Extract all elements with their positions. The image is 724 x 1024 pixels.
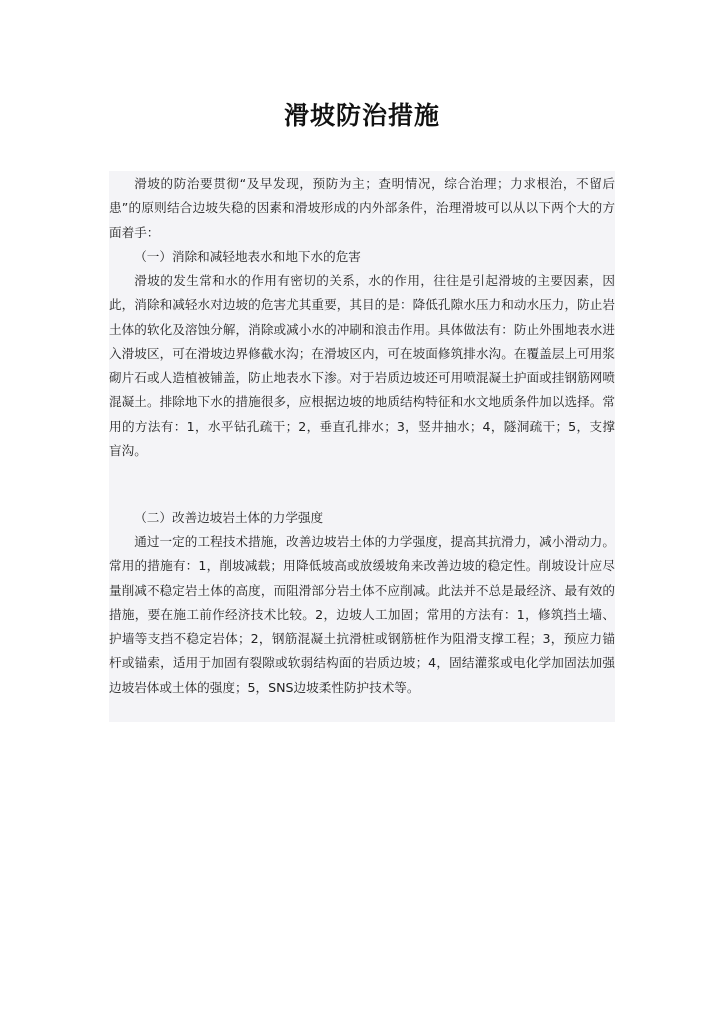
- body-text-block: [109, 171, 615, 722]
- page-title: 滑坡防治措施: [283, 101, 440, 130]
- section-heading-2: （二）改善边坡岩土体的力学强度: [134, 510, 324, 525]
- section-2-paragraph: 通过一定的工程技术措施，改善边坡岩土体的力学强度，提高其抗滑力，减小滑动力。常用的措施有：1，削坡减载；用降低坡高或放缓坡角来改善边坡的稳定性。削坡设计应尽量削减不稳定岩土体的高度，而阻滑部分岩土体不应削减。此法并不总是最经济、最有效的措施，要在施工前作经济技术比较。2，边坡人工加固；常用的方法有：1，修筑挡土墙、护墙等支挡不稳定岩体；2，钢筋混凝土抗滑桩或钢筋桩作为阻滑支撑工程；3，预应力锚杆或锚索，适用于加固有裂隙或软弱结构面的岩质边坡；4，固结灌浆或电化学加固法加强边坡岩体或土体的强度；5，SNS边坡柔性防护技术等。: [109, 534, 615, 695]
- section-1-paragraph: 滑坡的发生常和水的作用有密切的关系，水的作用，往往是引起滑坡的主要因素，因此，消除和减轻水对边坡的危害尤其重要，其目的是：降低孔隙水压力和动水压力，防止岩土体的软化及溶蚀分解，消除或减小水的冲刷和浪击作用。具体做法有：防止外围地表水进入滑坡区，可在滑坡边界修截水沟；在滑坡区内，可在坡面修筑排水沟。在覆盖层上可用浆砌片石或人造植被铺盖，防止地表水下渗。对于岩质边坡还可用喷混凝土护面或挂钢筋网喷混凝土。排除地下水的措施很多，应根据边坡的地质结构特征和水文地质条件加以选择。常用的方法有：1，水平钻孔疏干；2，垂直孔排水；3，竖井抽水；4，隧洞疏干；5，支撑盲沟。: [109, 273, 615, 459]
- intro-paragraph: 滑坡的防治要贯彻“及早发现，预防为主；查明情况，综合治理；力求根治，不留后患”的原则结合边坡失稳的因素和滑坡形成的内外部条件，治理滑坡可以从以下两个大的方面着手：: [109, 176, 615, 240]
- section-heading-1: （一）消除和减轻地表水和地下水的危害: [134, 249, 361, 264]
